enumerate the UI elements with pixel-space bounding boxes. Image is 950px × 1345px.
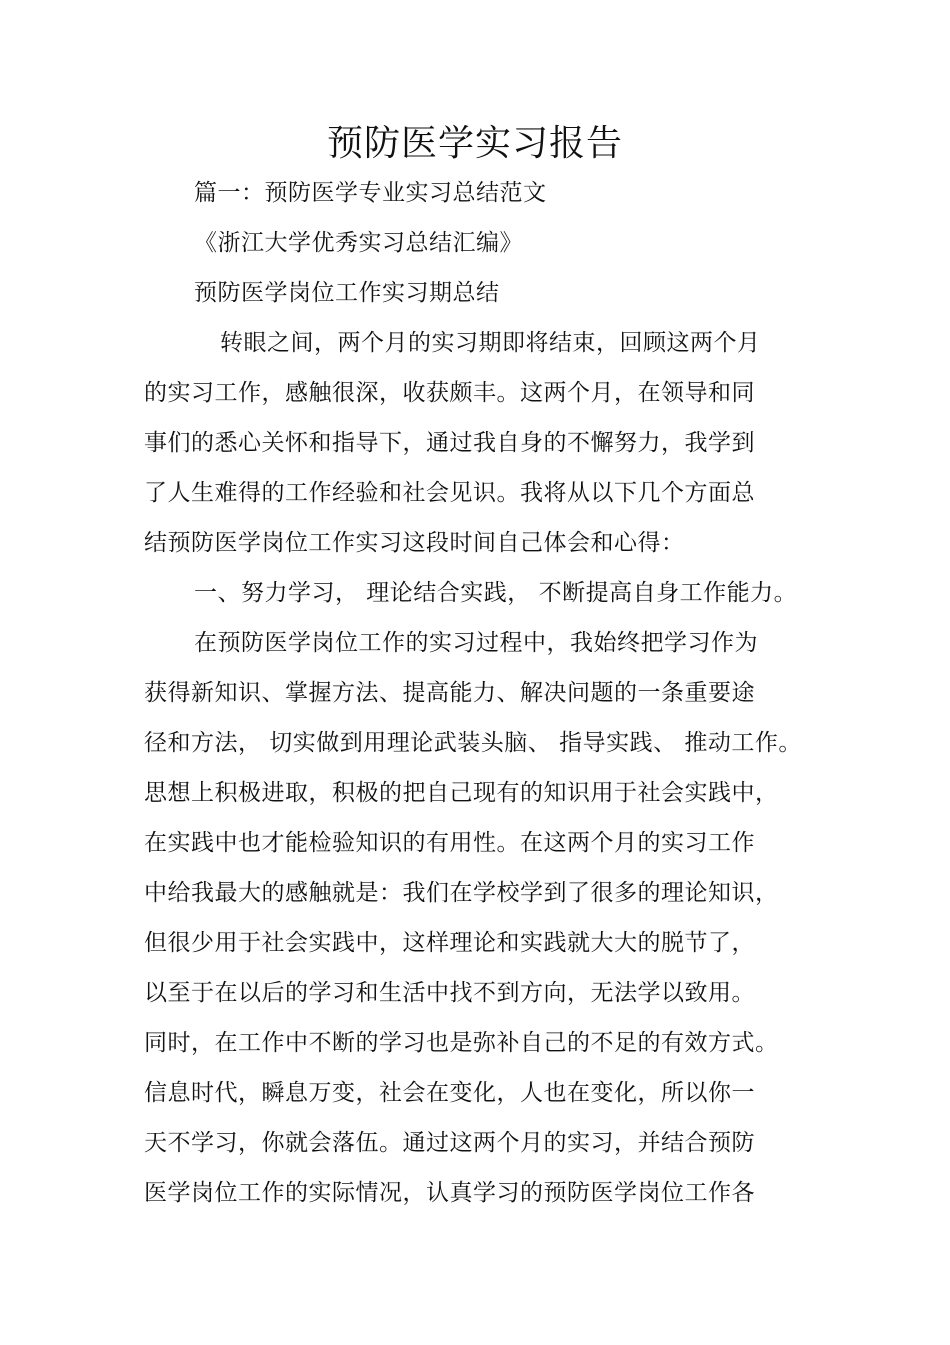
heading-line: 篇一：预防医学专业实习总结范文 (194, 180, 547, 206)
paragraph-line: 获得新知识、掌握方法、提高能力、解决问题的一条重要途 (144, 680, 755, 706)
paragraph-line: 信息时代，瞬息万变，社会在变化，人也在变化，所以你一 (144, 1080, 755, 1106)
paragraph-line: 了人生难得的工作经验和社会见识。我将从以下几个方面总 (144, 480, 755, 506)
paragraph-line: 中给我最大的感触就是：我们在学校学到了很多的理论知识， (144, 880, 779, 906)
paragraph-line: 医学岗位工作的实际情况，认真学习的预防医学岗位工作各 (144, 1180, 755, 1206)
paragraph-line: 径和方法， 切实做到用理论武装头脑、 指导实践、 推动工作。 (144, 730, 802, 756)
paragraph-line: 以至于在以后的学习和生活中找不到方向，无法学以致用。 (144, 980, 755, 1006)
paragraph-line: 在实践中也才能检验知识的有用性。在这两个月的实习工作 (144, 830, 755, 856)
paragraph-line: 同时，在工作中不断的学习也是弥补自己的不足的有效方式。 (144, 1030, 779, 1056)
paragraph-line: 在预防医学岗位工作的实习过程中，我始终把学习作为 (194, 630, 758, 656)
paragraph-line: 转眼之间，两个月的实习期即将结束，回顾这两个月 (220, 330, 761, 356)
paragraph-line: 但很少用于社会实践中，这样理论和实践就大大的脱节了， (144, 930, 755, 956)
section-heading: 一、努力学习， 理论结合实践， 不断提高自身工作能力。 (194, 580, 798, 606)
paragraph-line: 事们的悉心关怀和指导下，通过我自身的不懈努力，我学到 (144, 430, 755, 456)
paragraph-line: 的实习工作，感触很深，收获颇丰。这两个月，在领导和同 (144, 380, 755, 406)
heading-line: 预防医学岗位工作实习期总结 (194, 280, 500, 306)
document-title: 预防医学实习报告 (326, 123, 623, 164)
paragraph-line: 结预防医学岗位工作实习这段时间自己体会和心得： (144, 530, 685, 556)
heading-line: 《浙江大学优秀实习总结汇编》 (194, 230, 523, 256)
paragraph-line: 思想上积极进取，积极的把自己现有的知识用于社会实践中， (144, 780, 779, 806)
paragraph-line: 天不学习，你就会落伍。通过这两个月的实习，并结合预防 (144, 1130, 755, 1156)
